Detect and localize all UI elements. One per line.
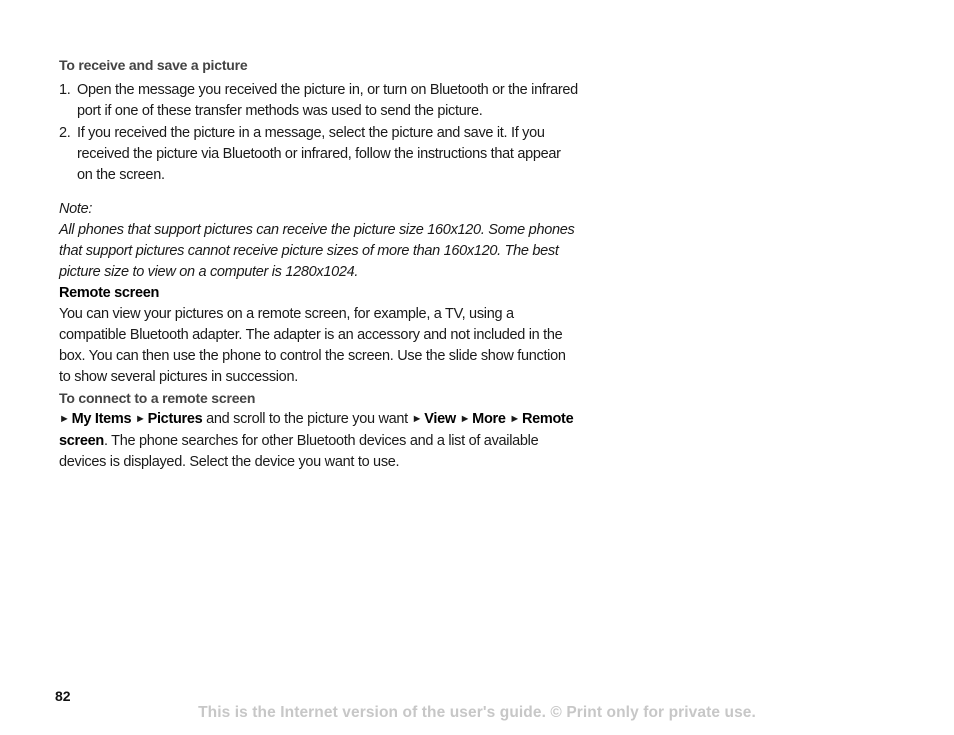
arrow-right-icon: ►: [459, 413, 471, 425]
step-number: 2.: [59, 125, 71, 141]
menu-pictures: Pictures: [147, 411, 203, 427]
page-content: [59, 55, 579, 473]
arrow-right-icon: ►: [509, 413, 520, 425]
step-item: [59, 123, 579, 186]
menu-remote-screen: Remote screen: [59, 411, 574, 449]
procedure-heading-receive-picture: To receive and save a picture: [59, 57, 248, 73]
procedure-heading-connect-remote: To connect to a remote screen: [59, 390, 256, 406]
remote-screen-description: You can view your pictures on a remote screen, for example, a TV, using a compatible Bluetooth adapter. The adapter is an accessory and not included in the box. You can then use the phone to control the screen. Use the slide show function to show several pictures in succession.: [59, 306, 566, 385]
page-number: 82: [55, 688, 71, 704]
menu-view: View: [424, 411, 456, 427]
note-text: All phones that support pictures can receive the picture size 160x120. Some phones that support pictures cannot receive picture sizes of more than 160x120. The best picture size to view on a computer is 1280x1024.: [59, 222, 575, 280]
step-text: If you received the picture in a message, select the picture and save it. If you received the picture via Bluetooth or infrared, follow the instructions that appear on the screen.: [77, 125, 561, 183]
note-block: [59, 199, 579, 283]
arrow-right-icon: ►: [411, 413, 423, 425]
section-title-remote-screen: Remote screen: [59, 285, 160, 301]
instruction-text: and scroll to the picture you want: [202, 411, 412, 427]
arrow-right-icon: ►: [59, 413, 70, 425]
step-item: [59, 80, 579, 122]
arrow-right-icon: ►: [134, 413, 146, 425]
menu-more: More: [472, 411, 506, 427]
footer-notice: This is the Internet version of the user's guide. © Print only for private use.: [198, 704, 756, 721]
step-text: Open the message you received the picture in, or turn on Bluetooth or the infrared port if one of these transfer methods was used to send the picture.: [77, 82, 578, 119]
step-number: 1.: [59, 82, 71, 98]
menu-my-items: My Items: [71, 411, 132, 427]
connect-remote-instruction: [59, 409, 579, 473]
instruction-text: . The phone searches for other Bluetooth devices and a list of available devices is displayed. Select the device you want to use.: [59, 433, 539, 470]
receive-picture-steps: [59, 80, 579, 186]
note-label: Note:: [59, 201, 93, 217]
